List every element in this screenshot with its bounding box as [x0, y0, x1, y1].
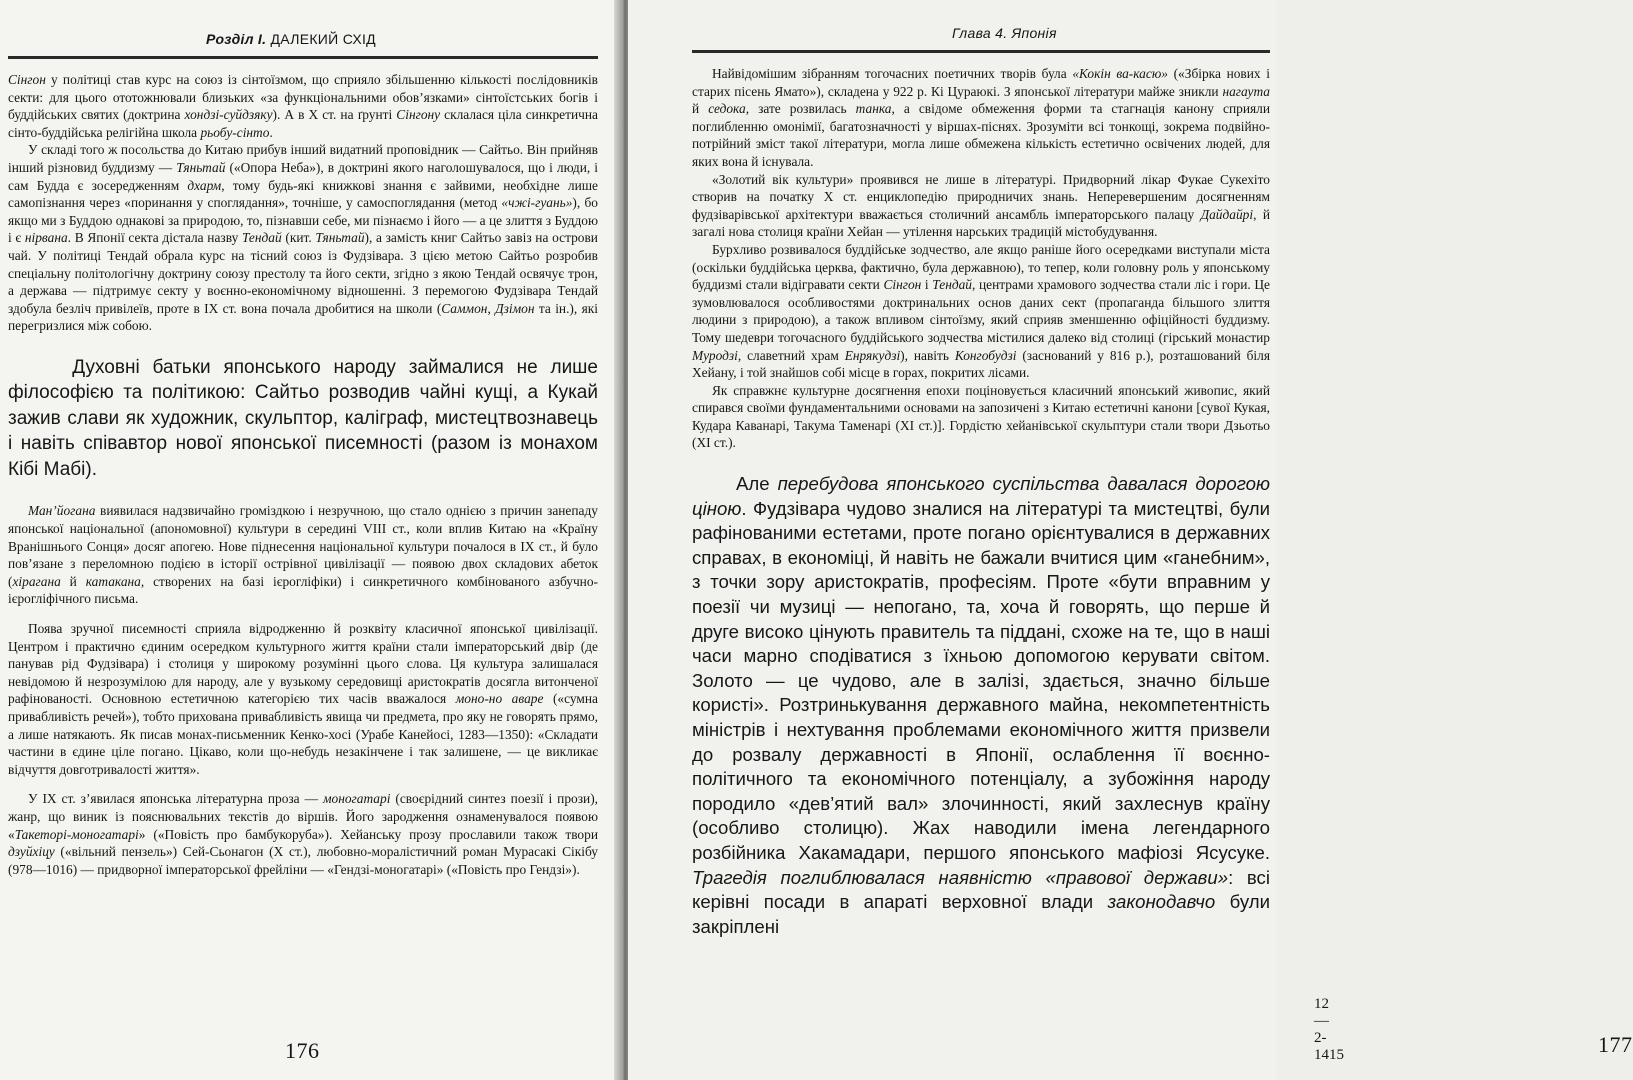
paragraph: Але перебудова японського суспільства давалася дорогою ціною. Фудзівара чудово зналися на літературі та мистецтві, були рафінованими естетами, проте погано орієнтувалися в державних справах, в економіці, й навіть не бажали вчитися цим «ганебним», з точки зору аристократів, професіям. Проте «бути вправним у поезії чи музиці — непогано, та, хоча й говорять, що перше й друге високо цінують правитель та піддані, схоже на те, що в наші часи марно сподіватися з їхньою допомогою керувати світом. Золото — це чудово, але в залізі, здається, значно більше користі». Розтринькування державного майна, некомпетентність міністрів і нехтування проблемами економічного життя призвели до розвалу державності в Японії, ослаблення її воєнно-політичного та економічного потенціалу, а зубожіння народу породило «дев’ятий вал» злочинності, який захлеснув країну (особливо столицю). Жах наводили імена легендарного розбійника Хакамадари, першого японського мафіозі Ясусуке. Трагедія поглиблювалася наявністю «правової держави»: всі керівні посади в апараті верховної влади законодавчо були закріплені — [692, 473, 1270, 937]
paragraph: У IX ст. з’явилася японська літературна проза — моногатарі (своєрідний синтез поезії і прози), жанр, що виник із пояснювальних текстів до віршів. Його зародження ознаменувалося появою «Такеторі-моногатарі» («Повість про бамбукоруба»). Хейанську прозу прославили також твори дзуйхіцу («вільний пензель») Сей-Сьонагон (X ст.), любовно-моралістичний роман Мурасакі Сікібу (978—1016) — придворної імператорської фрейліни — «Гендзі-моногатарі» («Повість про Гендзі»). — [8, 791, 599, 877]
running-head-title: ДАЛЕКИЙ СХІД — [270, 31, 376, 47]
paragraph: Найвідомішим зібранням тогочасних поетичних творів була «Кокін ва-касю» («Збірка нових і старих пісень Ямато»), складена у 922 р. Кі Цураюкі. З японської літератури майже зникли нагаута й седока, зате розвилась танка, а свідоме обмеження форми та стагнація канону сприяли поглибленню омонімії, багатозначності у віршах-піснях. Зрозуміти всі тонкощі, зокрема подвійно-потрійний зміст такої літератури, могла лише обмежена кількість естетично освічених людей, для яких вона й існувала. — [692, 66, 1270, 169]
right-page — [628, 0, 1633, 1080]
page-number-left: 176 — [285, 1038, 320, 1063]
paragraph: Духовні батьки японського народу займалися не лише філософією та політикою: Сайтьо розводив чайні кущі, а Кукай зажив слави як художник, скульптор, каліграф, мистецтвознавець і навіть співавтор нової японської писемності (разом із монахом Кібі Мабі). — [8, 356, 598, 480]
right-body-large — [692, 472, 1270, 939]
page-number-right: 177 — [1598, 1032, 1633, 1057]
left-body-large — [8, 355, 598, 483]
right-body-upper — [692, 65, 1270, 452]
paragraph: Ман’йогана виявилася надзвичайно громіздкою і незручною, що стало однією з причин занепаду японської національної (апономовної) культури в середині VIII ст., коли вплив Китаю на «Країну Вранішнього Сонця» досяг апогею. Нове піднесення національної культури почалося в IX ст., й було пов’язане з переломною подією в історії острівної цивілізації — появою двох складових абеток (хірагана й катакана, створених на базі ієрогліфіки) і синкретичного комбінованого азбучно-ієрогліфічного письма. — [8, 503, 598, 607]
left-page — [0, 0, 620, 1080]
running-head-part: Розділ I. — [206, 31, 267, 47]
running-head-left — [8, 30, 598, 59]
paragraph: Як справжнє культурне досягнення епохи поціновується класичний японський живопис, який спирався своїми фундаментальними основами на запозичені з Китаю естетичні канони [сувої Кукая, Кудара Каванарі, Такума Таменарі (XI ст.)]. Гордістю хейанівської скульптури стали твори Дзьотьо (XI ст.). — [692, 382, 1270, 451]
left-body-lower — [8, 502, 598, 878]
paragraph: Бурхливо розвивалося буддійське зодчество, але якщо раніше його осередками виступали міста (оскільки буддійська церква, фактично, була державною), то тепер, коли головну роль у японському буддизмі стали відігравати секти Сінгон і Тендай, центрами храмового зодчества стали ліс і гори. Це зумовлювалося особливостями доктринальних основ даних сект (пропаганда більшого злиття людини з природою), а також впливом сінтоїзму, який сприяв зменшенню офіційності буддизму. Тому шедеври тогочасного буддійського зодчества містилися далеко від столиці (гірський монастир Муродзі, славетний храм Енрякудзі), навіть Конгобудзі (заснований у 816 р.), розташований біля Хейану, і той знайшов собі місце в горах, покритих лісами. — [692, 241, 1270, 381]
paragraph: Поява зручної писемності сприяла відродженню й розквіту класичної японської цивілізації. Центром і практично єдиним осередком культурного життя країни стали імператорський двір (де панував рід Фудзівара) і столиця у широкому розумінні цього слова. Ця культура залишалася невідомою й незрозумілою для народу, але у вузькому середовищі аристократів досягла витонченої рафінованості. Основною естетичною категорією тих часів вважалося моно-но аваре («сумна привабливість речей»), тобто прихована привабливість явища чи предмета, про яку не говорять прямо, а лише натякають. Як писав монах-письменник Кенко-хосі (Урабе Канейосі, 1283—1350): «Складати частини в єдине ціле погано. Цікаво, коли що-небудь незакінчене і так залишене, — це викликає відчуття довготривалості життя». — [8, 620, 599, 777]
paragraph: «Золотий вік культури» проявився не лише в літературі. Придворний лікар Фукае Сукехіто створив на початку X ст. енциклопедію природничих знань. Неперевершеним досягненням фудзіварівської архітектури вважається столичний ансамбль імператорського палацу Дайдайрі, й загалі нова столиця країни Хейан — утілення нарських традицій містобудування. — [692, 171, 1270, 240]
printer-signature: 12 — 2-1415 — [1314, 996, 1344, 1063]
left-body-upper — [8, 71, 598, 335]
running-head-right: Глава 4. Японія — [692, 24, 1270, 53]
paragraph: Сінгон у політиці став курс на союз із сінтоїзмом, що сприяло збільшенню кількості послідовників секти: для цього ототожнювали близьких «за функціональними обов’язками» сінтоїстських богів і буддійських святих (доктрина хондзі-суйдзяку). А в X ст. на ґрунті Сінгону склалася ціла синкретична сінто-буддійська релігійна школа рьобу-сінто. — [8, 72, 598, 140]
paragraph: У складі того ж посольства до Китаю прибув інший видатний проповідник — Сайтьо. Він прийняв інший різновид буддизму — Тяньтай («Опора Неба»), в доктрині якого наголошувалося, що і люди, і сам Будда є зосередженням дхарм, тому будь-які книжкові знання є зайвими, необхідне лише самопізнання через «поринання у споглядання», точніше, у самоспоглядання (метод «чжі-гуань»), бо якщо ми з Буддою однакові за природою, то, пізнавши себе, ми пізнаємо і його — а це злиття з Буддою і є нірвана. В Японії секта дістала назву Тендай (кит. Тяньтай), а замість книг Сайтьо завіз на острови чай. У політиці Тендай обрала курс на тісний союз із Фудзівара. З цією метою Сайтьо розробив спеціальну політологічну доктрину союзу престолу та його секти, згідно з якою Тендай освячує трон, а держава — підтримує секту у воєнно-економічному відношенні. З перемогою Фудзівара Тендай здобула безліч привілеїв, проте в IX ст. вона почала дробитися на школи (Саммон, Дзімон та ін.), які перегризлися між собою. — [8, 142, 598, 334]
